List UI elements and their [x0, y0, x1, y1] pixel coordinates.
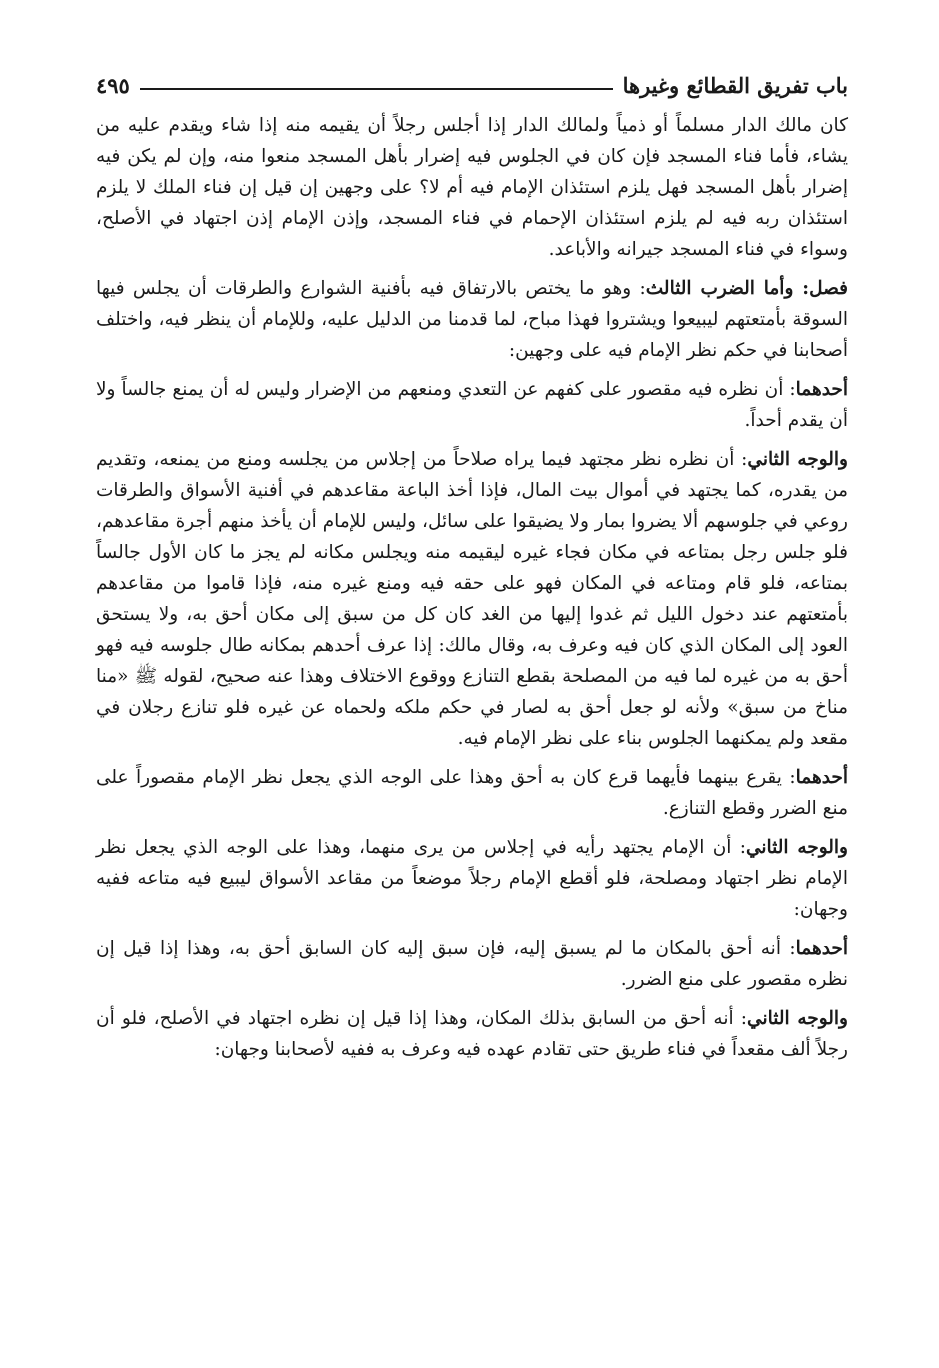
paragraph-lead: فصل: وأما الضرب الثالث [645, 278, 848, 299]
paragraph [96, 1003, 848, 1065]
paragraph [96, 110, 848, 265]
paragraph-lead: أحدهما [795, 379, 848, 400]
header-rule [140, 88, 613, 90]
paragraph [96, 933, 848, 995]
paragraph-text: : أنه أحق من السابق بذلك المكان، وهذا إذا قيل إن نظره اجتهاد في الأصلح، فلو أن رجلاً ألف مقعداً في فناء طريق حتى تقادم عهده فيه وعرف به ففيه لأصحابنا وجهان: [96, 1008, 848, 1060]
page-number: ٤٩٥ [96, 72, 130, 98]
paragraph-text: : وهو ما يختص بالارتفاق فيه بأفنية الشوارع والطرقات أن يجلس فيها السوقة بأمتعتهم ليبيعوا ويشتروا فهذا مباح، لما قدمنا من الدليل عليه، وللإمام أن ينظر فيه، واختلف أصحابنا في حكم نظر الإمام فيه على وجهين: [96, 278, 848, 361]
page [96, 70, 848, 1073]
chapter-title: باب تفريق القطائع وغيرها [622, 72, 848, 98]
paragraph-lead: أحدهما [795, 938, 848, 959]
paragraph-lead: أحدهما [795, 767, 848, 788]
paragraph-text: : أنه أحق بالمكان ما لم يسبق إليه، فإن سبق إليه كان السابق أحق به، وهذا إذا قيل إن نظره مقصور على منع الضرر. [96, 938, 848, 990]
paragraph-text: : يقرع بينهما فأيهما قرع كان به أحق وهذا على الوجه الذي يجعل نظر الإمام مقصوراً على منع الضرر وقطع التنازع. [96, 767, 848, 819]
paragraph [96, 273, 848, 366]
paragraph [96, 762, 848, 824]
paragraph [96, 374, 848, 436]
paragraph-lead: والوجه الثاني [745, 837, 848, 858]
paragraph-lead: والوجه الثاني [747, 1008, 848, 1029]
paragraph-text: : أن نظره فيه مقصور على كفهم عن التعدي ومنعهم من الإضرار وليس له أن يمنع جالساً ولا أن يقدم أحداً. [96, 379, 848, 431]
paragraph [96, 444, 848, 754]
paragraph-text: : أن الإمام يجتهد رأيه في إجلاس من يرى منهما، وهذا على الوجه الذي يجعل نظر الإمام نظر اجتهاد ومصلحة، فلو أقطع الإمام رجلاً موضعاً من مقاعد الأسواق ليبيع فيه متاعه ففيه وجهان: [96, 837, 848, 920]
paragraph [96, 832, 848, 925]
running-head [96, 70, 848, 100]
paragraph-lead: والوجه الثاني [747, 449, 848, 470]
paragraph-text: : أن نظره نظر مجتهد فيما يراه صلاحاً من إجلاس من يجلسه ومنع من يمنعه، وتقديم من يقدره، كما يجتهد في أموال بيت المال، فإذا أخذ الباعة مقاعدهم في أفنية الأسواق والطرقات روعي في جلوسهم ألا يضروا بمار ولا يضيقوا على سائل، وليس للإمام أن يأخذ منهم أجرة مقاعدهم، فلو جلس رجل بمتاعه في مكان فجاء غيره ليقيمه منه ويجلس مكانه لم يجز ما كان الأول جالساً بمتاعه، فلو قام ومتاعه في المكان فهو على حقه فيه ومنع غيره منه، فإذا قاموا من مقاعدهم بأمتعتهم عند دخول الليل ثم غدوا إليها من الغد كان كل من سبق إلى مكان أحق به، ولا يستحق العود إلى المكان الذي كان فيه وعرف به، وقال مالك: إذا عرف أحدهم بمكانه طال جلوسه فيه فهو أحق به من غيره لما فيه من المصلحة بقطع التنازع ووقوع الاختلاف وهذا عنه صحيح، لقوله ﷺ «منا مناخ من سبق» ولأنه لو جعل أحق به لصار في حكم ملكه ولحماه عن غيره فلو تنازع رجلان في مقعد ولم يمكنهما الجلوس بناء على نظر الإمام فيه. [96, 449, 848, 749]
paragraph-text: كان مالك الدار مسلماً أو ذمياً ولمالك الدار إذا أجلس رجلاً أن يقيمه منه إذا شاء ويقدم عليه من يشاء، فأما فناء المسجد فإن كان في الجلوس فيه إضرار بأهل المسجد منعوا منه، وإن لم يكن فيه إضرار بأهل المسجد فهل يلزم استئذان الإمام فيه أم لا؟ على وجهين إن قيل إن فناء الملك لا يلزم استئذان ربه فيه لم يلزم استئذان الإحمام في فناء المسجد، وإذن الإمام إذن اجتهاد في الأصلح، وسواء في فناء المسجد جيرانه والأباعد. [96, 115, 848, 260]
